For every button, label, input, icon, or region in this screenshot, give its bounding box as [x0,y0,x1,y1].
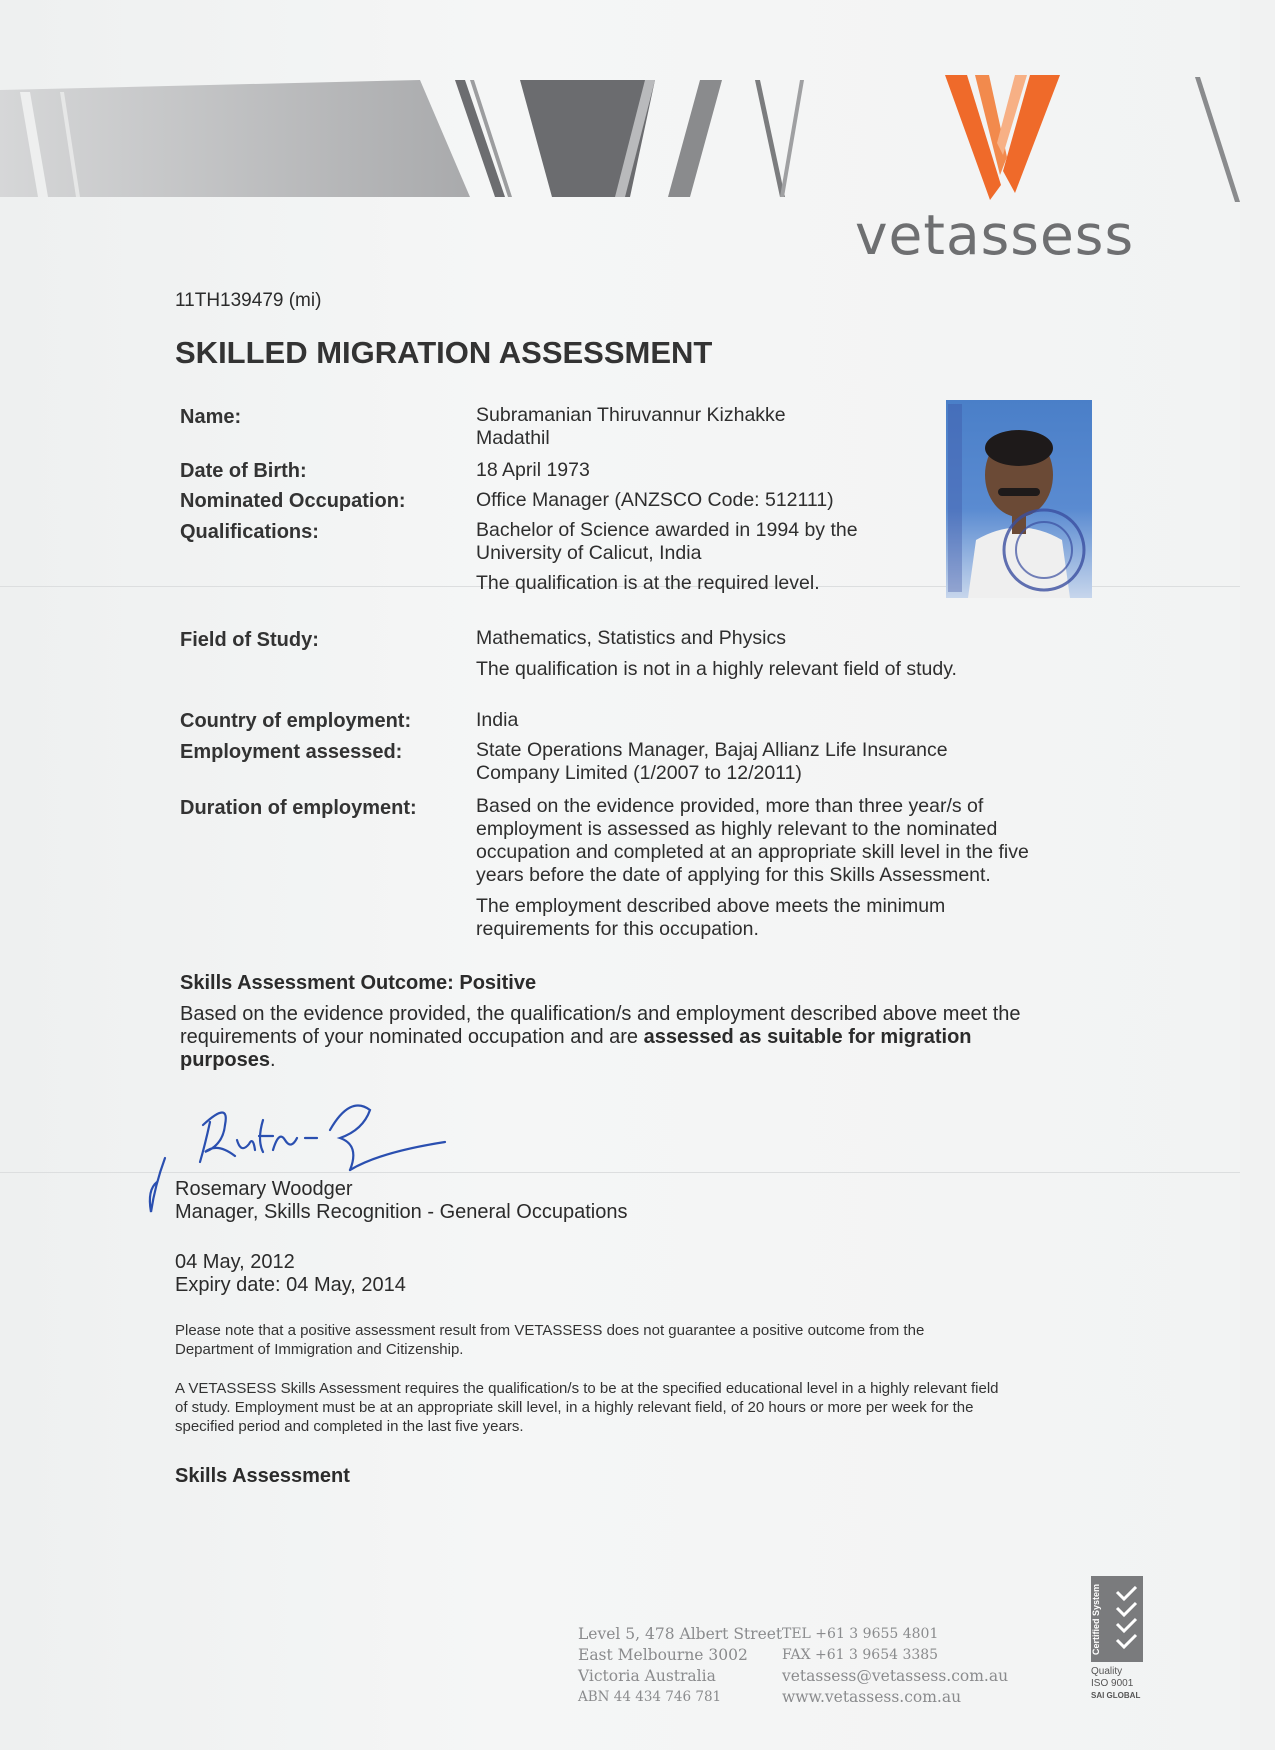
assessment-dates [175,1251,406,1297]
field-value: Mathematics, Statistics and Physics The qualification is not in a highly relevant field of study. [476,627,957,680]
outcome-heading: Skills Assessment Outcome: Positive [180,972,537,994]
outcome-text: Based on the evidence provided, the qualification/s and employment described above meet the requirements of your nominated occupation and are assessed as suitable for migration purposes. [180,1003,1021,1071]
field-label: Field of Study: [180,629,319,651]
disclaimer-note: Please note that a positive assessment result from VETASSESS does not guarantee a positive outcome from the Department of Immigration and Citizenship. [175,1322,925,1358]
certification-badge: Certified System Quality ISO 9001 SAI GLOBAL [1088,1572,1148,1702]
checkmark-icon [1114,1586,1140,1656]
footer-tel: TEL +61 3 9655 4801 [782,1626,939,1642]
signatory-name: Rosemary Woodger [175,1178,353,1200]
reference-number: 11TH139479 (mi) [175,290,322,311]
footer-email: vetassess@vetassess.com.au [782,1667,1009,1685]
duration-value: Based on the evidence provided, more than three year/s of employment is assessed as highly relevant to the nominated occupation and completed at an appropriate skill level in the five years before the date of applying for this Skills Assessment. The employment described above meets the minimum requirements for this occupation. [476,795,1029,940]
name-value: Subramanian Thiruvannur Kizhakke Madathil [476,404,786,449]
occupation-value: Office Manager (ANZSCO Code: 512111) [476,489,834,511]
dob-value: 18 April 1973 [476,459,590,481]
issue-date: 04 May, 2012 [175,1251,295,1273]
footer-contact [782,1624,1008,1708]
applicant-photo [946,400,1092,598]
dob-label: Date of Birth: [180,460,307,482]
qualifications-value: Bachelor of Science awarded in 1994 by the University of Calicut, India The qualification is at the required level. [476,519,858,594]
duration-label: Duration of employment: [180,797,417,819]
country-value: India [476,709,519,731]
vetassess-logo-icon [945,75,1060,200]
brand-wordmark: vetassess [855,203,1135,267]
qualifications-label: Qualifications: [180,521,319,543]
signatory [175,1178,627,1224]
section-heading: Skills Assessment [175,1465,350,1487]
footer-fax: FAX +61 3 9654 3385 [782,1647,939,1663]
expiry-date: Expiry date: 04 May, 2014 [175,1274,406,1296]
occupation-label: Nominated Occupation: [180,490,406,512]
employment-value: State Operations Manager, Bajaj Allianz Life Insurance Company Limited (1/2007 to 12/2011) [476,739,948,784]
footer-web: www.vetassess.com.au [782,1688,962,1706]
country-label: Country of employment: [180,710,412,732]
signatory-role: Manager, Skills Recognition - General Occupations [175,1201,628,1223]
requirements-note: A VETASSESS Skills Assessment requires the qualification/s to be at the specified educational level in a highly relevant field of study. Employment must be at an appropriate skill level, in a highly relevant field, of 20 hours or more per week for the specified period and completed in the last five years. [175,1380,999,1435]
name-label: Name: [180,406,242,428]
footer-address: Level 5, 478 Albert Street East Melbourne 3002 Victoria Australia ABN 44 434 746 781 [578,1625,783,1705]
page-title: SKILLED MIGRATION ASSESSMENT [175,335,713,370]
employment-label: Employment assessed: [180,741,403,763]
portrait-image [946,400,1092,598]
